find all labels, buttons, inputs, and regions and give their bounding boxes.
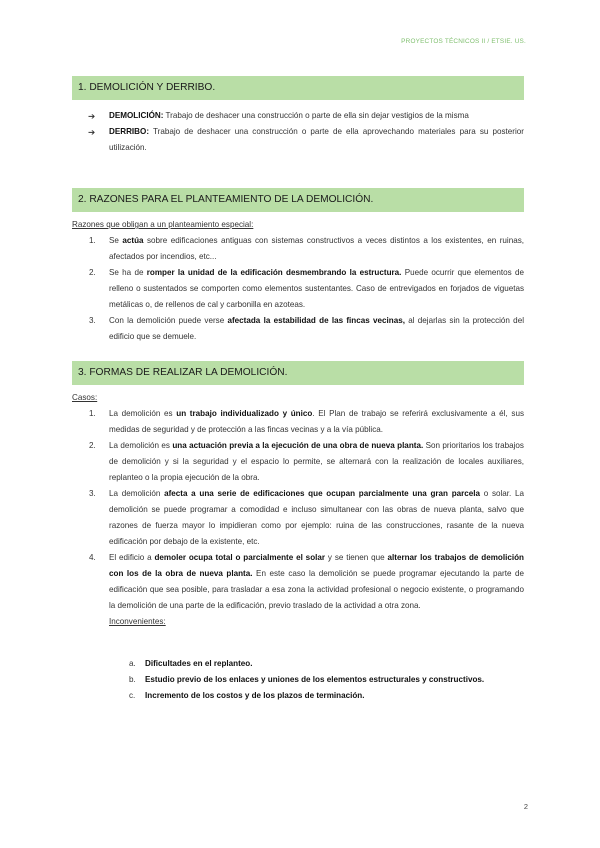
list-item: b. Estudio previo de los enlaces y uniones de los elementos estructurales y constructivos. <box>129 675 485 684</box>
section-2-title: 2. RAZONES PARA EL PLANTEAMIENTO DE LA DEMOLICIÓN. <box>78 194 374 205</box>
arrow-icon: ➔ <box>88 127 96 137</box>
running-header: PROYECTOS TÉCNICOS II / ETSIE. US. <box>401 38 526 45</box>
list-item: 1. Se actúa sobre edificaciones antiguas con sistemas constructivos a veces distintos a los existentes, en ruinas, afectados por incendios, etc... <box>89 236 524 261</box>
list-item: 3. La demolición afecta a una serie de edificaciones que ocupan parcialmente una gran parcela o solar. La demolición se puede programar a comodidad e incluso simultanear con las obras de nueva planta, salvo que razones de fuerza mayor lo impidieran como por ejemplo: ruina de las construcciones, rasante de la nueva edificación por debajo de la existente, etc. <box>89 489 524 546</box>
list-item: 4. El edificio a demoler ocupa total o parcialmente el solar y se tienen que alternar los trabajos de demolición con los de la obra de nueva planta. En este caso la demolición se puede programar ejecutando la parte de edificación que sea posible, para trasladar a esa zona la actividad profesional o negocio existente, o programando la demolición de una parte de la edificación, previo traslado de la actividad a otra zona. <box>89 553 525 610</box>
inconvenientes-label: Inconvenientes: <box>109 617 166 626</box>
list-item: ➔ DEMOLICIÓN: Trabajo de deshacer una construcción o parte de ella sin dejar vestigios de la misma <box>72 108 524 124</box>
section-3-intro: Casos: <box>72 393 98 402</box>
list-item: 3. Con la demolición puede verse afectada la estabilidad de las fincas vecinas, al dejarlas sin la protección del edificio que se demuele. <box>89 316 524 341</box>
section-3-heading-bar <box>72 361 524 385</box>
section-2-intro: Razones que obligan a un planteamiento especial: <box>72 220 254 229</box>
section-2-list <box>72 217 524 345</box>
section-1-heading-bar <box>72 76 524 100</box>
section-3-list <box>72 390 524 630</box>
section-2-heading-bar <box>72 188 524 212</box>
section-1-title: 1. DEMOLICIÓN Y DERRIBO. <box>78 82 216 93</box>
arrow-icon: ➔ <box>88 111 96 121</box>
page-number: 2 <box>523 802 528 811</box>
inconvenientes-list <box>72 656 524 704</box>
list-item: 2. La demolición es una actuación previa a la ejecución de una obra de nueva planta. Son prioritarios los trabajos de demolición y si la seguridad y el espacio lo permite, se alternará con la realización de locales auxiliares, replanteo o la propia ejecución de la obra. <box>89 441 524 482</box>
list-item: 1. La demolición es un trabajo individualizado y único. El Plan de trabajo se referirá exclusivamente a él, sus medidas de seguridad y de protección a las fincas vecinas y a la vía pública. <box>89 409 524 434</box>
list-item: ➔ DERRIBO: Trabajo de deshacer una construcción o parte de ella aprovechando materiales para su posterior utilización. <box>72 124 524 156</box>
list-item: a. Dificultades en el replanteo. <box>129 659 253 668</box>
section-1-list <box>72 108 524 156</box>
list-item: 2. Se ha de romper la unidad de la edificación desmembrando la estructura. Puede ocurrir que elementos de relleno o sustentados se comporten como elementos sustentantes. Caso de entrevigados en forjados de viguetas metálicas o, de rellenos de cal y carbonilla en azoteas. <box>89 268 524 309</box>
list-item: c. Incremento de los costos y de los plazos de terminación. <box>129 691 365 700</box>
section-3-title: 3. FORMAS DE REALIZAR LA DEMOLICIÓN. <box>78 367 288 378</box>
